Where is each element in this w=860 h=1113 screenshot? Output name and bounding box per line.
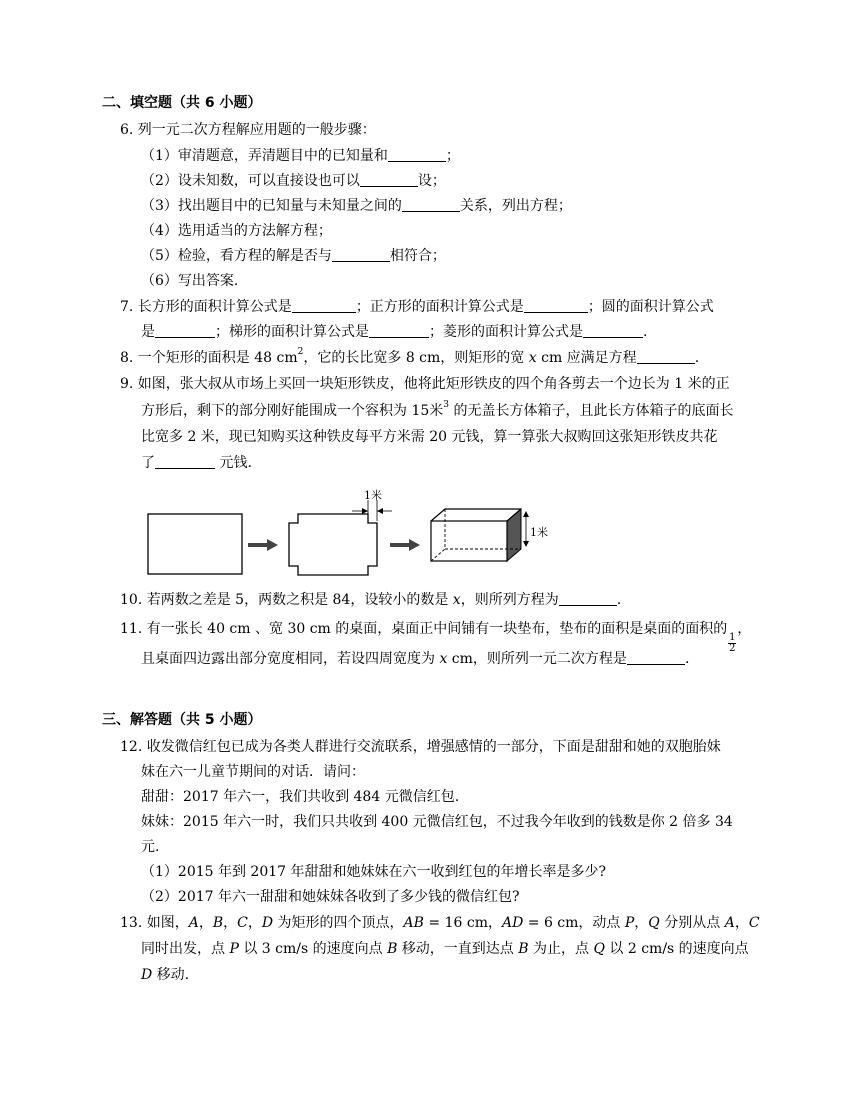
section-3-heading: 三、解答题（共 5 小题） — [102, 712, 262, 728]
q13-text: 以 3 cm/s 的速度向点 — [238, 941, 388, 957]
q9-line-1: 9. 如图，张大叔从市场上买回一块矩形铁皮，他将此矩形铁皮的四个角各剪去一个边长为 1 米的正 — [120, 376, 730, 392]
answer-blank[interactable] — [627, 650, 685, 665]
q12-line-3: 甜甜：2017 年六一，我们共收到 484 元微信红包. — [141, 789, 460, 805]
q11-line-1 — [120, 620, 751, 654]
answer-blank[interactable] — [155, 323, 215, 338]
q6-step-5-end: 相符合； — [389, 248, 446, 264]
q12-line-5: 元. — [141, 839, 160, 855]
q6-step-2-end: 设； — [417, 173, 446, 189]
cut-sheet-shape — [289, 514, 377, 575]
point-c: C — [237, 915, 248, 931]
point-c: C — [748, 915, 760, 931]
q8-text-1: 8. 一个矩形的面积是 48 cm — [120, 350, 298, 366]
q13-text: 移动. — [152, 967, 190, 983]
answer-blank[interactable] — [369, 323, 429, 338]
q13-text: = 6 cm，动点 — [523, 915, 625, 931]
q13-line-1 — [120, 914, 760, 932]
q6-stem: 6. 列一元二次方程解应用题的一般步骤： — [120, 122, 376, 138]
q11-text-4: cm，则所列一元二次方程是 — [447, 651, 627, 667]
arrow-right-icon — [390, 539, 420, 551]
q7-text-6: ；菱形的面积计算公式是 — [429, 324, 583, 340]
q13-line-2 — [141, 940, 749, 958]
answer-blank[interactable] — [402, 197, 460, 212]
q6-step-3-text: （3）找出题目中的已知量与未知量之间的 — [141, 198, 402, 214]
q7-text-1: 7. 长方形的面积计算公式是 — [120, 299, 292, 315]
answer-blank[interactable] — [637, 349, 695, 364]
point-q: Q — [593, 941, 605, 957]
open-box-figure — [431, 509, 529, 561]
point-a: A — [724, 915, 735, 931]
q11-line-2 — [141, 650, 689, 668]
q9-text-4b: 元钱. — [215, 455, 252, 471]
point-q: Q — [648, 915, 660, 931]
q6-step-1-end: ； — [445, 148, 460, 164]
answer-blank[interactable] — [360, 172, 418, 187]
point-d: D — [141, 967, 153, 983]
q7-text-7: . — [643, 324, 648, 340]
q6-step-4: （4）选用适当的方法解方程； — [141, 223, 332, 239]
q13-sep: ， — [734, 915, 749, 931]
q8-exponent: 2 — [297, 347, 304, 358]
q13-text: 同时出发，点 — [141, 941, 230, 957]
point-a: A — [188, 915, 199, 931]
q9-text-2b: 的无盖长方体箱子，且此长方体箱子的底面长 — [449, 403, 734, 419]
segment-ad: AD — [501, 915, 524, 931]
q13-text: 13. 如图， — [120, 915, 189, 931]
q8-variable: x — [528, 350, 537, 366]
point-b: B — [212, 915, 224, 931]
q12-line-6: （1）2015 年到 2017 年甜甜和她妹妹在六一收到红包的年增长率是多少? — [141, 864, 607, 880]
point-b: B — [518, 941, 529, 957]
q9-text-2a: 方形后，剩下的部分刚好能围成一个容积为 15米 — [141, 403, 444, 419]
q11-text-1: 11. 有一张长 40 cm 、宽 30 cm 的桌面，桌面正中间铺有一块垫布，垫布的面积是桌面的面积的 — [120, 621, 728, 637]
q13-line-3 — [141, 966, 189, 984]
q11-text-3: 且桌面四边露出部分宽度相同，若设四周宽度为 — [141, 651, 440, 667]
arrow-right-icon — [248, 539, 278, 551]
q13-text: 为矩形的四个顶点， — [273, 915, 404, 931]
q9-line-2 — [141, 402, 733, 420]
q7-text-2: ；正方形的面积计算公式是 — [355, 299, 524, 315]
q8-text-4: . — [694, 350, 700, 366]
q7-line-2 — [141, 323, 647, 341]
iron-sheet-rectangle — [148, 514, 242, 574]
answer-blank[interactable] — [524, 298, 588, 313]
q10-text-1: 10. 若两数之差是 5，两数之积是 84，设较小的数是 — [120, 592, 453, 608]
answer-blank[interactable] — [332, 247, 390, 262]
q12-line-7: （2）2017 年六一甜甜和她妹妹各收到了多少钱的微信红包? — [141, 889, 520, 905]
q8-text-2: ，它的长比宽多 8 cm，则矩形的宽 — [303, 350, 529, 366]
q12-line-4: 妹妹：2015 年六一时，我们只共收到 400 元微信红包，不过我今年收到的钱数是你 2 倍多 34 — [141, 814, 733, 830]
q7-line-1 — [120, 298, 714, 316]
segment-ab: AB — [403, 915, 424, 931]
q6-step-1 — [141, 147, 460, 165]
cut-size-label: 1米 — [364, 489, 382, 502]
q13-sep: ， — [634, 915, 649, 931]
q12-line-2: 妹在六一儿童节期间的对话．请问： — [141, 764, 365, 780]
q7-text-4: 是 — [141, 324, 155, 340]
q13-text: 分别从点 — [659, 915, 725, 931]
point-p: P — [229, 941, 239, 957]
q9-figure — [140, 484, 580, 584]
q13-text: = 16 cm， — [423, 915, 502, 931]
fraction-denominator: 2 — [729, 643, 736, 654]
q13-text: 为止，点 — [528, 941, 594, 957]
q13-sep: ， — [247, 915, 262, 931]
answer-blank[interactable] — [292, 298, 356, 313]
q13-text: 以 2 cm/s 的速度向点 — [604, 941, 749, 957]
q11-text-2: ， — [737, 621, 752, 637]
q6-step-2-text: （2）设未知数，可以直接设也可以 — [141, 173, 360, 189]
point-b: B — [387, 941, 398, 957]
q8-text-3: cm 应满足方程 — [536, 350, 637, 366]
fraction-numerator: 1 — [729, 632, 736, 643]
box-height-label: 1米 — [530, 526, 548, 539]
q6-step-5 — [141, 247, 446, 265]
q9-exponent: 3 — [443, 400, 449, 411]
answer-blank[interactable] — [583, 323, 643, 338]
q9-line-4 — [141, 454, 252, 472]
q6-step-5-text: （5）检验，看方程的解是否与 — [141, 248, 332, 264]
point-p: P — [624, 915, 635, 931]
q7-text-3: ；圆的面积计算公式 — [587, 299, 714, 315]
q6-step-1-text: （1）审清题意，弄清题目中的已知量和 — [141, 148, 388, 164]
answer-blank[interactable] — [388, 147, 446, 162]
q6-step-6: （6）写出答案. — [141, 273, 239, 289]
answer-blank[interactable] — [559, 591, 617, 606]
cut-size-marker — [352, 500, 392, 521]
q6-step-2 — [141, 172, 446, 190]
answer-blank[interactable] — [155, 454, 215, 469]
q9-text-4a: 了 — [141, 455, 155, 471]
q6-step-3 — [141, 197, 572, 215]
q10-text-2: ，则所列方程为 — [460, 592, 559, 608]
q13-sep: ， — [223, 915, 238, 931]
section-2-heading: 二、填空题（共 6 小题） — [102, 95, 262, 111]
q11-fraction — [728, 633, 736, 654]
q11-text-5: . — [684, 651, 690, 667]
q11-variable: x — [439, 651, 448, 667]
q13-text: 移动，一直到达点 — [397, 941, 519, 957]
point-d: D — [261, 915, 274, 931]
q9-line-3: 比宽多 2 米，现已知购买这种铁皮每平方米需 20 元钱，算一算张大叔购回这张矩形铁皮共花 — [141, 429, 718, 445]
q8-line — [120, 349, 699, 367]
q7-text-5: ；梯形的面积计算公式是 — [215, 324, 369, 340]
q10-line — [120, 591, 621, 609]
q10-variable: x — [452, 592, 461, 608]
q12-line-1: 12. 收发微信红包已成为各类人群进行交流联系，增强感情的一部分，下面是甜甜和她的双胞胎妹 — [120, 739, 721, 755]
q13-sep: ， — [198, 915, 213, 931]
q6-step-3-end: 关系，列出方程； — [459, 198, 572, 214]
q10-text-3: . — [616, 592, 622, 608]
